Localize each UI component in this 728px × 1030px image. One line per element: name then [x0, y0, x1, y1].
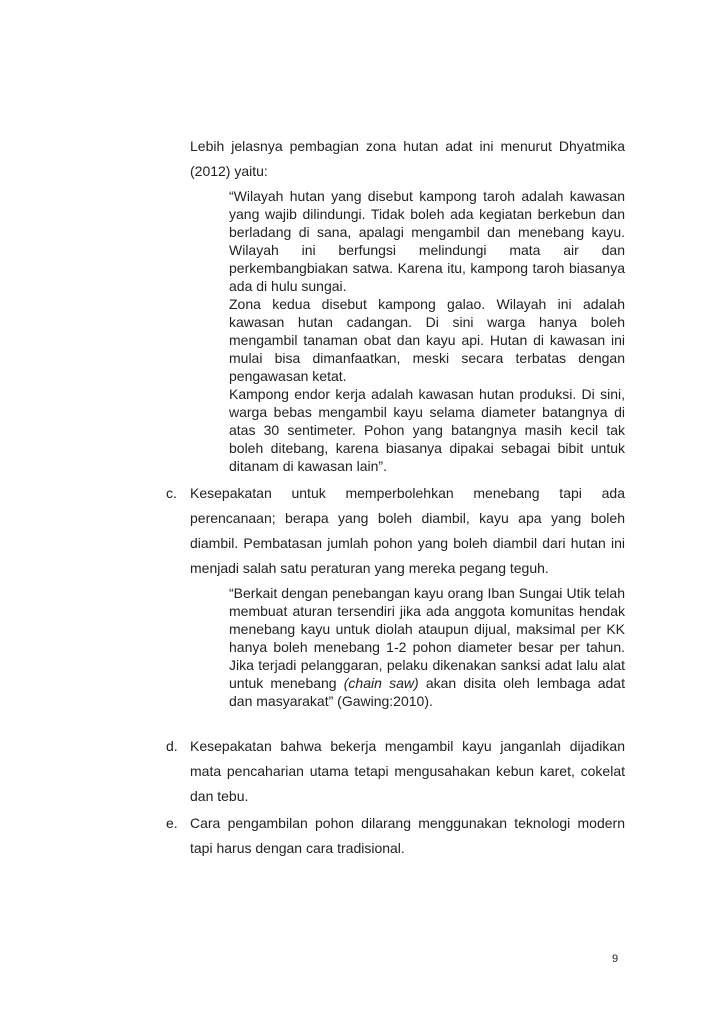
quote-iban-text-before: “Berkait dengan penebangan kayu orang Iban Sungai Utik telah membuat aturan tersendiri jika ada anggota komunitas hendak menebang kayu untuk diolah ataupun dijual, maksimal per KK hanya boleh menebang 1-2 pohon diameter besar per tahun. Jika terjadi pelanggaran, pelaku dikenakan sanksi adat lalu alat untuk menebang: [229, 585, 625, 691]
list-marker-c: c.: [166, 485, 177, 501]
list-marker-d: d.: [166, 738, 178, 754]
quote-zona-hutan: [229, 187, 625, 475]
intro-paragraph: Lebih jelasnya pembagian zona hutan adat ini menurut Dhyatmika (2012) yaitu:: [190, 138, 625, 179]
list-item-d: [166, 734, 625, 809]
list-marker-e: e.: [166, 815, 178, 831]
quote-iban-text-after: akan disita oleh lembaga adat dan masyarakat” (Gawing:2010).: [229, 675, 625, 709]
list-item-e: [166, 811, 625, 861]
quote-kampong-galao: Zona kedua disebut kampong galao. Wilayah ini adalah kawasan hutan cadangan. Di sini warga hanya boleh mengambil tanaman obat dan kayu api. Hutan di kawasan ini mulai bisa dimanfaatkan, meski secara terbatas dengan pengawasan ketat.: [229, 296, 625, 384]
quote-iban-sungai-utik: [229, 584, 625, 710]
list-text-e: Cara pengambilan pohon dilarang menggunakan teknologi modern tapi harus dengan cara tradisional.: [190, 815, 625, 856]
page-number: 9: [612, 953, 619, 965]
quote-kampong-taroh: “Wilayah hutan yang disebut kampong taroh adalah kawasan yang wajib dilindungi. Tidak boleh ada kegiatan berkebun dan berladang di sana, apalagi mengambil dan menebang kayu. Wilayah ini berfungsi melindungi mata air dan perkembangbiakan satwa. Karena itu, kampong taroh biasanya ada di hulu sungai.: [229, 188, 625, 294]
list-item-c: [166, 481, 625, 581]
quote-kampong-endor-kerja: Kampong endor kerja adalah kawasan hutan produksi. Di sini, warga bebas mengambil kayu selama diameter batangnya di atas 30 sentimeter. Pohon yang batangnya masih kecil tak boleh ditebang, karena biasanya dipakai sebagai bibit untuk ditanam di kawasan lain”.: [229, 386, 625, 474]
quote-iban-italic: (chain saw): [343, 675, 419, 691]
list-text-d: Kesepakatan bahwa bekerja mengambil kayu janganlah dijadikan mata pencaharian utama tetapi mengusahakan kebun karet, cokelat dan tebu.: [190, 738, 625, 804]
list-text-c: Kesepakatan untuk memperbolehkan menebang tapi ada perencanaan; berapa yang boleh diambil, kayu apa yang boleh diambil. Pembatasan jumlah pohon yang boleh diambil dari hutan ini menjadi salah satu peraturan yang mereka pegang teguh.: [190, 485, 625, 576]
